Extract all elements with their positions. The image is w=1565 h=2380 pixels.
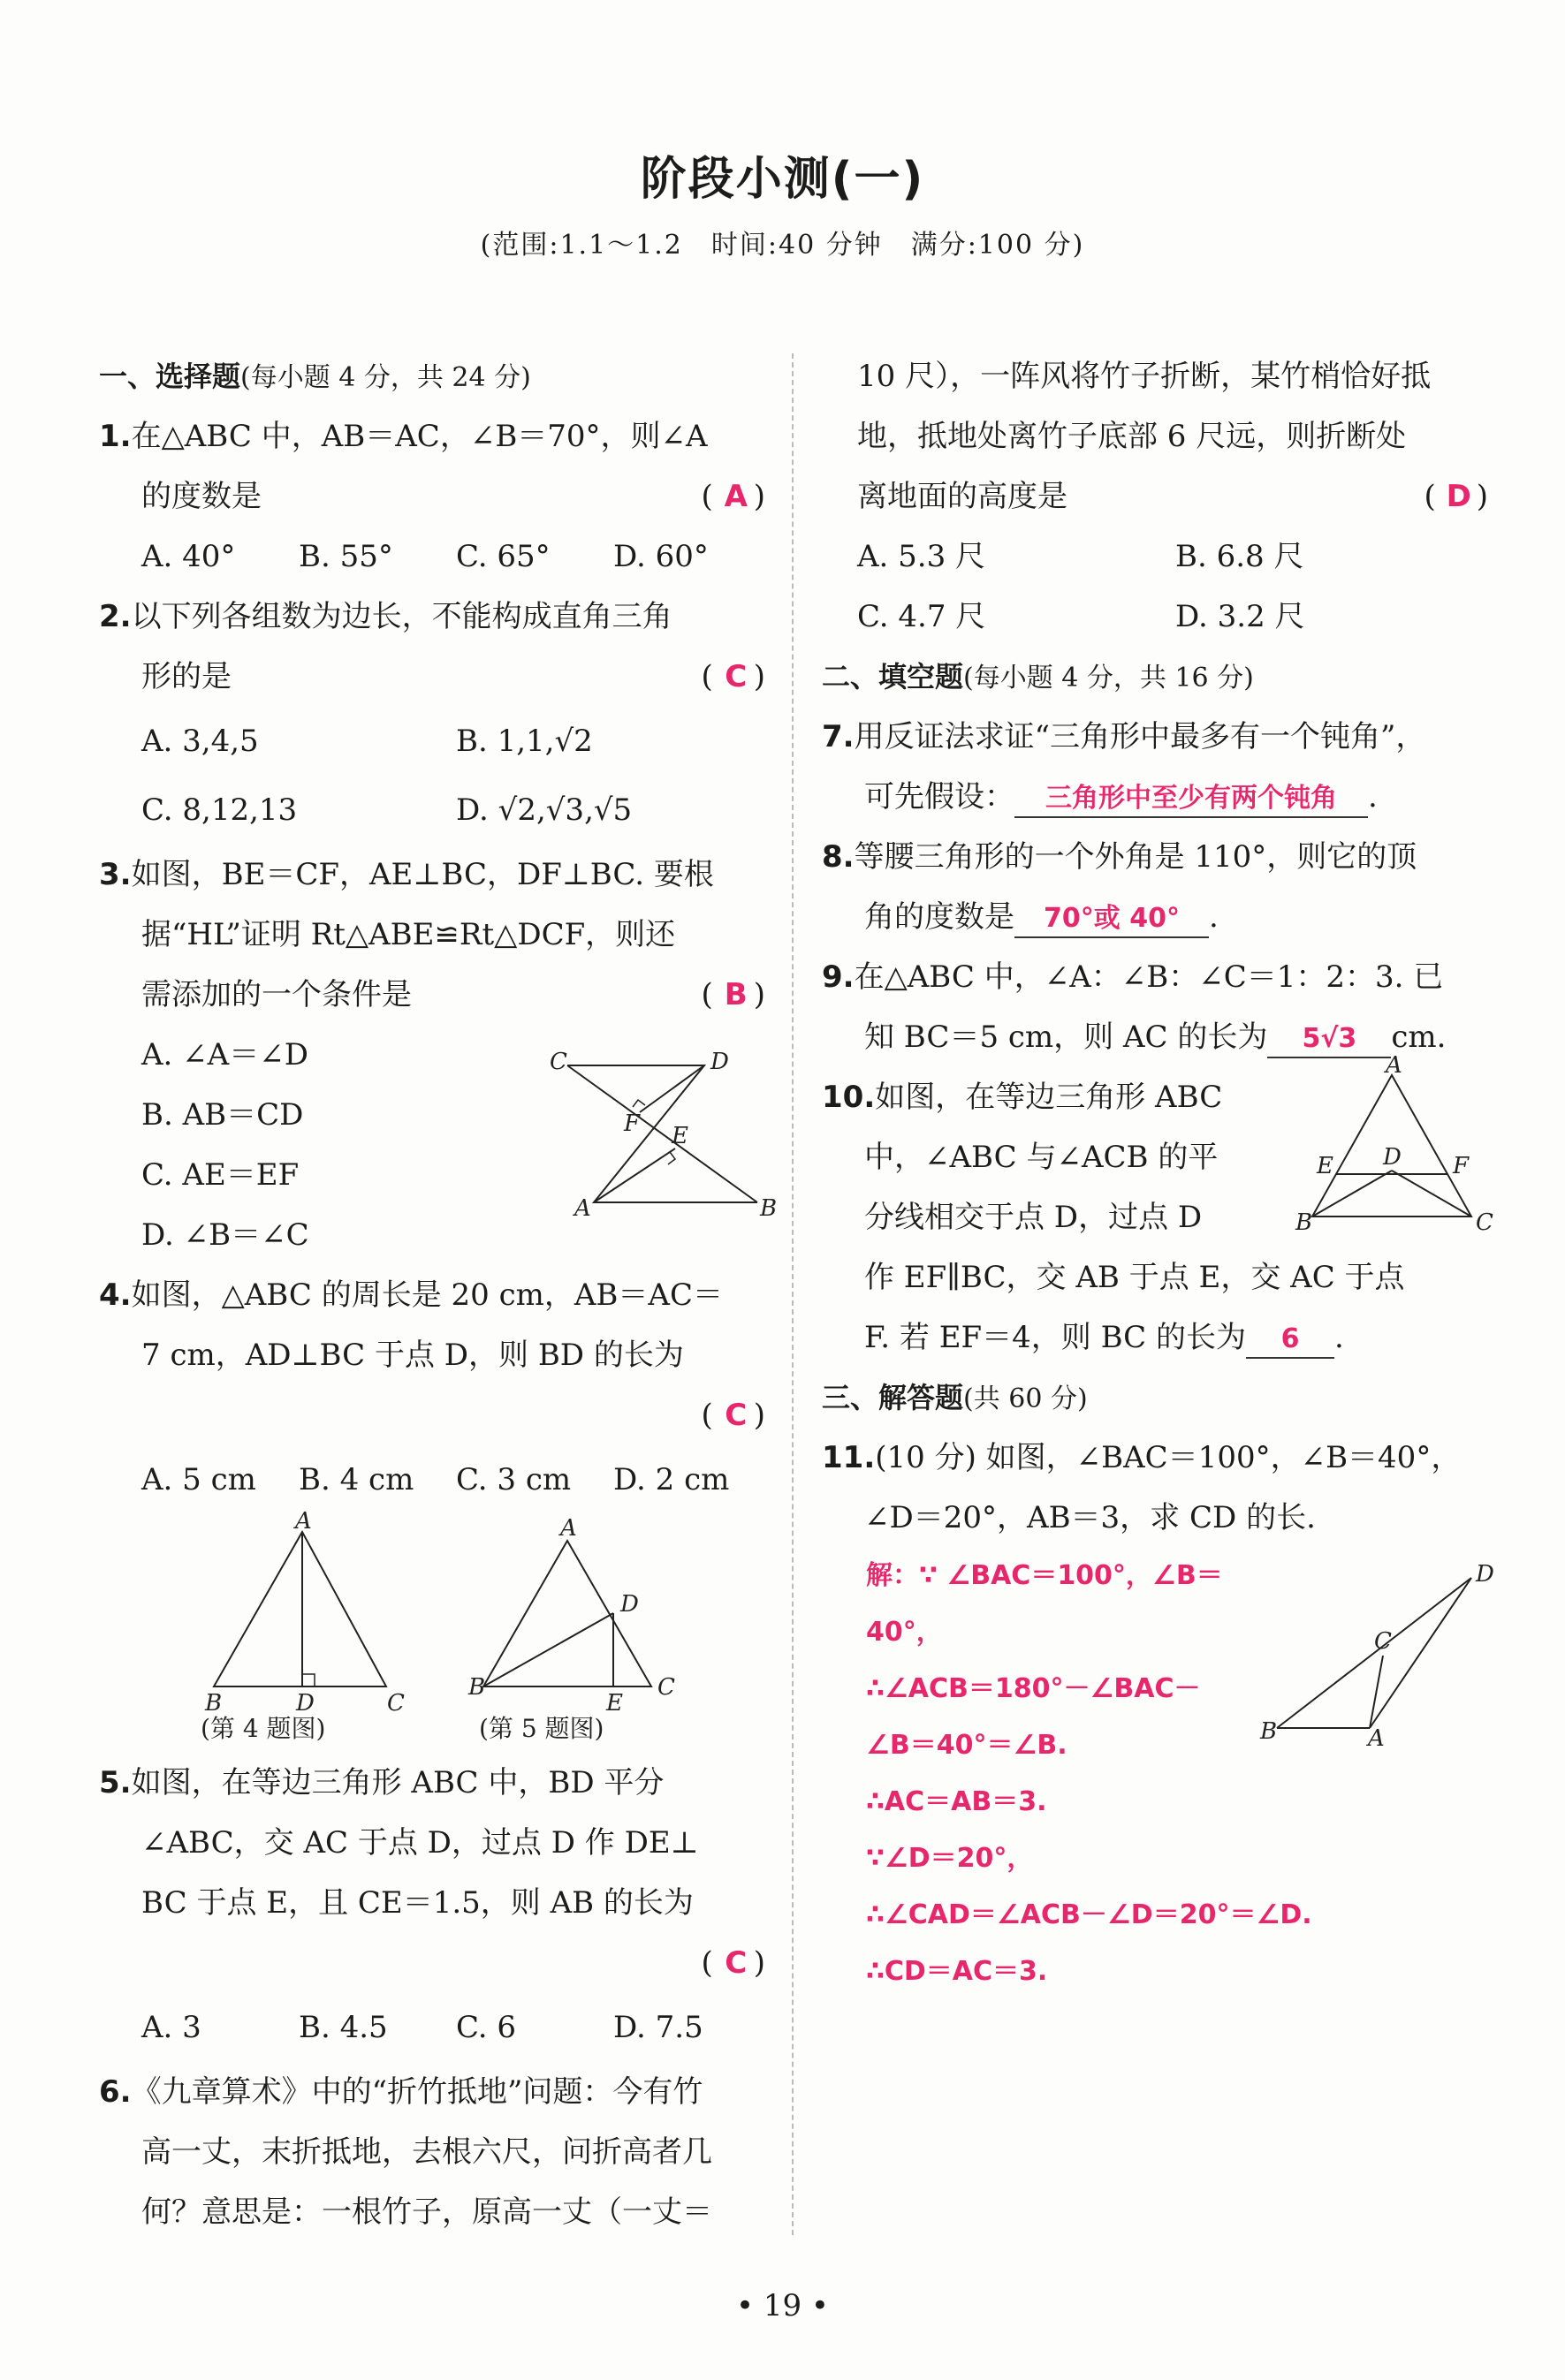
option-d: D. √2,√3,√5	[456, 792, 633, 828]
options	[99, 527, 771, 587]
option-c: C. 4.7 尺	[857, 599, 986, 634]
question-text: 如图，在等边三角形 ABC	[875, 1080, 1223, 1115]
question-number: 6.	[99, 2074, 132, 2110]
label-c: C	[550, 1049, 567, 1075]
question-number: 9.	[822, 959, 855, 995]
page-number: • 19 •	[736, 2288, 829, 2323]
label-a: A	[1386, 1052, 1402, 1079]
figure-q3	[541, 1039, 778, 1233]
question-text: 形的是	[141, 659, 232, 694]
solution-line: ∴∠CAD＝∠ACB－∠D＝20°＝∠D.	[866, 1899, 1312, 1930]
options	[99, 707, 771, 776]
question-number: 2.	[99, 599, 132, 634]
question-text: F. 若 EF＝4，则 BC 的长为	[864, 1320, 1247, 1355]
label-d: D	[620, 1591, 639, 1618]
answer-paren: ( C )	[701, 647, 771, 707]
right-column	[822, 346, 1493, 2000]
question-3	[99, 845, 778, 1265]
label-b: B	[205, 1690, 223, 1717]
label-b: B	[760, 1195, 778, 1222]
solution-line: ∴∠ACB＝180°－∠BAC－	[866, 1673, 1201, 1704]
label-e: E	[606, 1690, 623, 1717]
option-c: C. 65°	[456, 539, 551, 574]
figures-4-5	[99, 1508, 771, 1753]
option-a: A. 5 cm	[141, 1462, 256, 1497]
question-10: 10.如图，在等边三角形 ABC 中，∠ABC 与∠ACB 的平 分线相交于点 D，过点 D 作 EF∥BC，交 AB 于点 E，交 AC 于点 F. 若 EF＝4，则 BC 的长为 6 . A E D F B C	[822, 1067, 1493, 1368]
question-number: 11.	[822, 1440, 876, 1475]
question-text: BC 于点 E，且 CE＝1.5，则 AB 的长为	[141, 1885, 694, 1921]
answer: A	[724, 479, 748, 514]
solution-line: 40°，	[866, 1617, 943, 1648]
option-b: B. 4 cm	[299, 1462, 414, 1497]
question-text: ∠ABC，交 AC 于点 D，过点 D 作 DE⊥	[141, 1825, 699, 1861]
label-c: C	[387, 1690, 405, 1717]
option-d: D. 60°	[613, 539, 709, 574]
label-d: D	[710, 1049, 729, 1075]
question-text: 《九章算术》中的“折竹抵地”问题：今有竹	[131, 2074, 703, 2110]
question-number: 3.	[99, 857, 132, 892]
figure-q11	[1255, 1551, 1493, 1755]
question-number: 7.	[822, 719, 855, 754]
label-f: F	[1453, 1153, 1470, 1179]
option-c: C. 8,12,13	[141, 792, 298, 828]
question-5	[99, 1753, 771, 2062]
options	[822, 587, 1493, 647]
question-text: 可先假设：	[864, 779, 1014, 815]
option-a: A. ∠A＝∠D	[141, 1037, 308, 1073]
answer-blank: 5√3	[1267, 1021, 1391, 1058]
question-6	[99, 2062, 771, 2242]
question-6-continued	[822, 346, 1493, 647]
answer: B	[724, 977, 748, 1012]
question-text: 据“HL”证明 Rt△ABE≌Rt△DCF，则还	[141, 917, 676, 952]
label-b: B	[1295, 1209, 1313, 1236]
solution-line: ∴AC＝AB＝3.	[866, 1786, 1047, 1817]
question-text: 地，抵地处离竹子底部 6 尺远，则折断处	[857, 419, 1407, 454]
option-a: A. 3	[141, 2010, 201, 2045]
option-b: B. 1,1,√2	[456, 724, 593, 759]
answer: C	[725, 659, 748, 694]
answer-paren: ( C )	[701, 1385, 771, 1445]
page-subtitle: (范围:1.1～1.2 时间:40 分钟 满分:100 分)	[480, 230, 1085, 261]
label-c: C	[657, 1674, 675, 1701]
answer-paren: ( B )	[701, 965, 771, 1025]
option-c: C. 6	[456, 2010, 517, 2045]
option-d: D. 2 cm	[613, 1462, 730, 1497]
figure-q4	[187, 1508, 408, 1744]
label-f: F	[624, 1110, 641, 1137]
answer-blank: 三角形中至少有两个钝角	[1014, 781, 1368, 818]
question-text: 需添加的一个条件是	[141, 977, 412, 1012]
option-b: B. 6.8 尺	[1175, 539, 1304, 574]
question-text: ∠D＝20°，AB＝3，求 CD 的长.	[864, 1500, 1316, 1535]
answer-paren: ( C )	[701, 1933, 771, 1993]
question-text: (10 分) 如图，∠BAC＝100°，∠B＝40°，	[875, 1440, 1462, 1475]
section-solve-header: 三、解答题(共 60 分)	[822, 1381, 1088, 1414]
question-number: 1.	[99, 419, 132, 454]
question-text: 的度数是	[141, 479, 262, 514]
question-text: 以下列各组数为边长，不能构成直角三角	[131, 599, 672, 634]
option-a: A. 3,4,5	[141, 724, 259, 759]
answer-paren: ( D )	[1424, 466, 1493, 527]
question-text: 等腰三角形的一个外角是 110°，则它的顶	[854, 839, 1417, 875]
question-2	[99, 587, 771, 845]
option-d: D. ∠B＝∠C	[141, 1217, 309, 1253]
label-e: E	[1317, 1153, 1333, 1179]
question-number: 5.	[99, 1765, 132, 1800]
question-text: 在△ABC 中，∠A：∠B：∠C＝1：2：3. 已	[854, 959, 1444, 995]
question-text: 如图，△ABC 的周长是 20 cm，AB＝AC＝	[131, 1277, 723, 1313]
question-text: 在△ABC 中，AB＝AC，∠B＝70°，则∠A	[131, 419, 708, 454]
solution-line: ∠B＝40°＝∠B.	[866, 1730, 1067, 1761]
answer-blank: 6	[1246, 1322, 1334, 1359]
option-b: B. 4.5	[299, 2010, 388, 2045]
question-text: 角的度数是	[864, 899, 1014, 935]
solution-line: ∴CD＝AC＝3.	[866, 1956, 1048, 1987]
section-choice-header: 一、选择题(每小题 4 分，共 24 分)	[99, 360, 531, 393]
option-a: A. 5.3 尺	[857, 539, 986, 574]
option-b: B. 55°	[299, 539, 393, 574]
options	[99, 1993, 771, 2062]
options	[822, 527, 1493, 587]
answer: C	[725, 1398, 748, 1433]
label-a: A	[295, 1508, 312, 1535]
question-text: 7 cm，AD⊥BC 于点 D，则 BD 的长为	[141, 1338, 684, 1373]
label-e: E	[672, 1123, 688, 1149]
label-b: B	[468, 1674, 486, 1701]
label-d: D	[1476, 1561, 1494, 1588]
question-number: 8.	[822, 839, 855, 875]
question-text: 中，∠ABC 与∠ACB 的平	[864, 1140, 1219, 1175]
solution-line: 解：∵ ∠BAC＝100°，∠B＝	[866, 1560, 1223, 1591]
answer-blank: 70°或 40°	[1014, 901, 1209, 938]
options	[99, 776, 771, 845]
label-a: A	[1368, 1725, 1385, 1752]
question-number: 10.	[822, 1080, 876, 1115]
option-c: C. AE＝EF	[141, 1157, 300, 1193]
question-text: 用反证法求证“三角形中最多有一个钝角”，	[854, 719, 1426, 754]
label-d: D	[1383, 1144, 1402, 1171]
figure-5-caption: (第 5 题图)	[479, 1714, 604, 1743]
question-9: 9.在△ABC 中，∠A：∠B：∠C＝1：2：3. 已 知 BC＝5 cm，则 AC 的长为 5√3 cm.	[822, 947, 1493, 1067]
question-11	[822, 1428, 1493, 2000]
answer: C	[725, 1945, 748, 1981]
solution-line: ∵∠D＝20°，	[866, 1843, 1034, 1874]
label-d: D	[296, 1690, 315, 1717]
question-text: 作 EF∥BC，交 AB 于点 E，交 AC 于点	[864, 1260, 1405, 1295]
label-c: C	[1476, 1209, 1493, 1236]
option-a: A. 40°	[141, 539, 236, 574]
option-b: B. AB＝CD	[141, 1097, 304, 1133]
figure-4-caption: (第 4 题图)	[201, 1714, 326, 1743]
question-text: 如图，BE＝CF，AE⊥BC，DF⊥BC. 要根	[131, 857, 714, 892]
label-a: A	[574, 1195, 591, 1222]
label-c: C	[1374, 1628, 1392, 1655]
label-a: A	[560, 1515, 577, 1542]
column-divider	[792, 353, 794, 2235]
question-text: 高一丈，末折抵地，去根六尺，问折高者几	[141, 2134, 712, 2170]
question-4	[99, 1265, 771, 1514]
page-title: 阶段小测(一)	[640, 153, 925, 206]
answer: D	[1446, 479, 1471, 514]
figure-q10	[1290, 1052, 1502, 1239]
answer-paren: ( A )	[701, 466, 771, 527]
question-8: 8.等腰三角形的一个外角是 110°，则它的顶 角的度数是 70°或 40° .	[822, 827, 1493, 947]
question-text: 分线相交于点 D，过点 D	[864, 1200, 1203, 1235]
question-text: 离地面的高度是	[857, 479, 1067, 514]
question-text: 如图，在等边三角形 ABC 中，BD 平分	[131, 1765, 665, 1800]
label-b: B	[1260, 1718, 1278, 1745]
question-7: 7.用反证法求证“三角形中最多有一个钝角”， 可先假设： 三角形中至少有两个钝角 .	[822, 707, 1493, 827]
question-number: 4.	[99, 1277, 132, 1313]
figure-q5	[452, 1514, 700, 1744]
question-1	[99, 406, 771, 587]
option-d: D. 7.5	[613, 2010, 703, 2045]
options	[99, 1445, 771, 1514]
option-c: C. 3 cm	[456, 1462, 572, 1497]
question-text: 10 尺），一阵风将竹子折断，某竹梢恰好抵	[857, 359, 1432, 394]
question-text: 知 BC＝5 cm，则 AC 的长为	[864, 1019, 1268, 1055]
section-fill-header: 二、填空题(每小题 4 分，共 16 分)	[822, 660, 1254, 694]
left-column	[99, 346, 778, 2242]
option-d: D. 3.2 尺	[1175, 599, 1305, 634]
question-text: 何？意思是：一根竹子，原高一丈（一丈＝	[141, 2194, 712, 2230]
